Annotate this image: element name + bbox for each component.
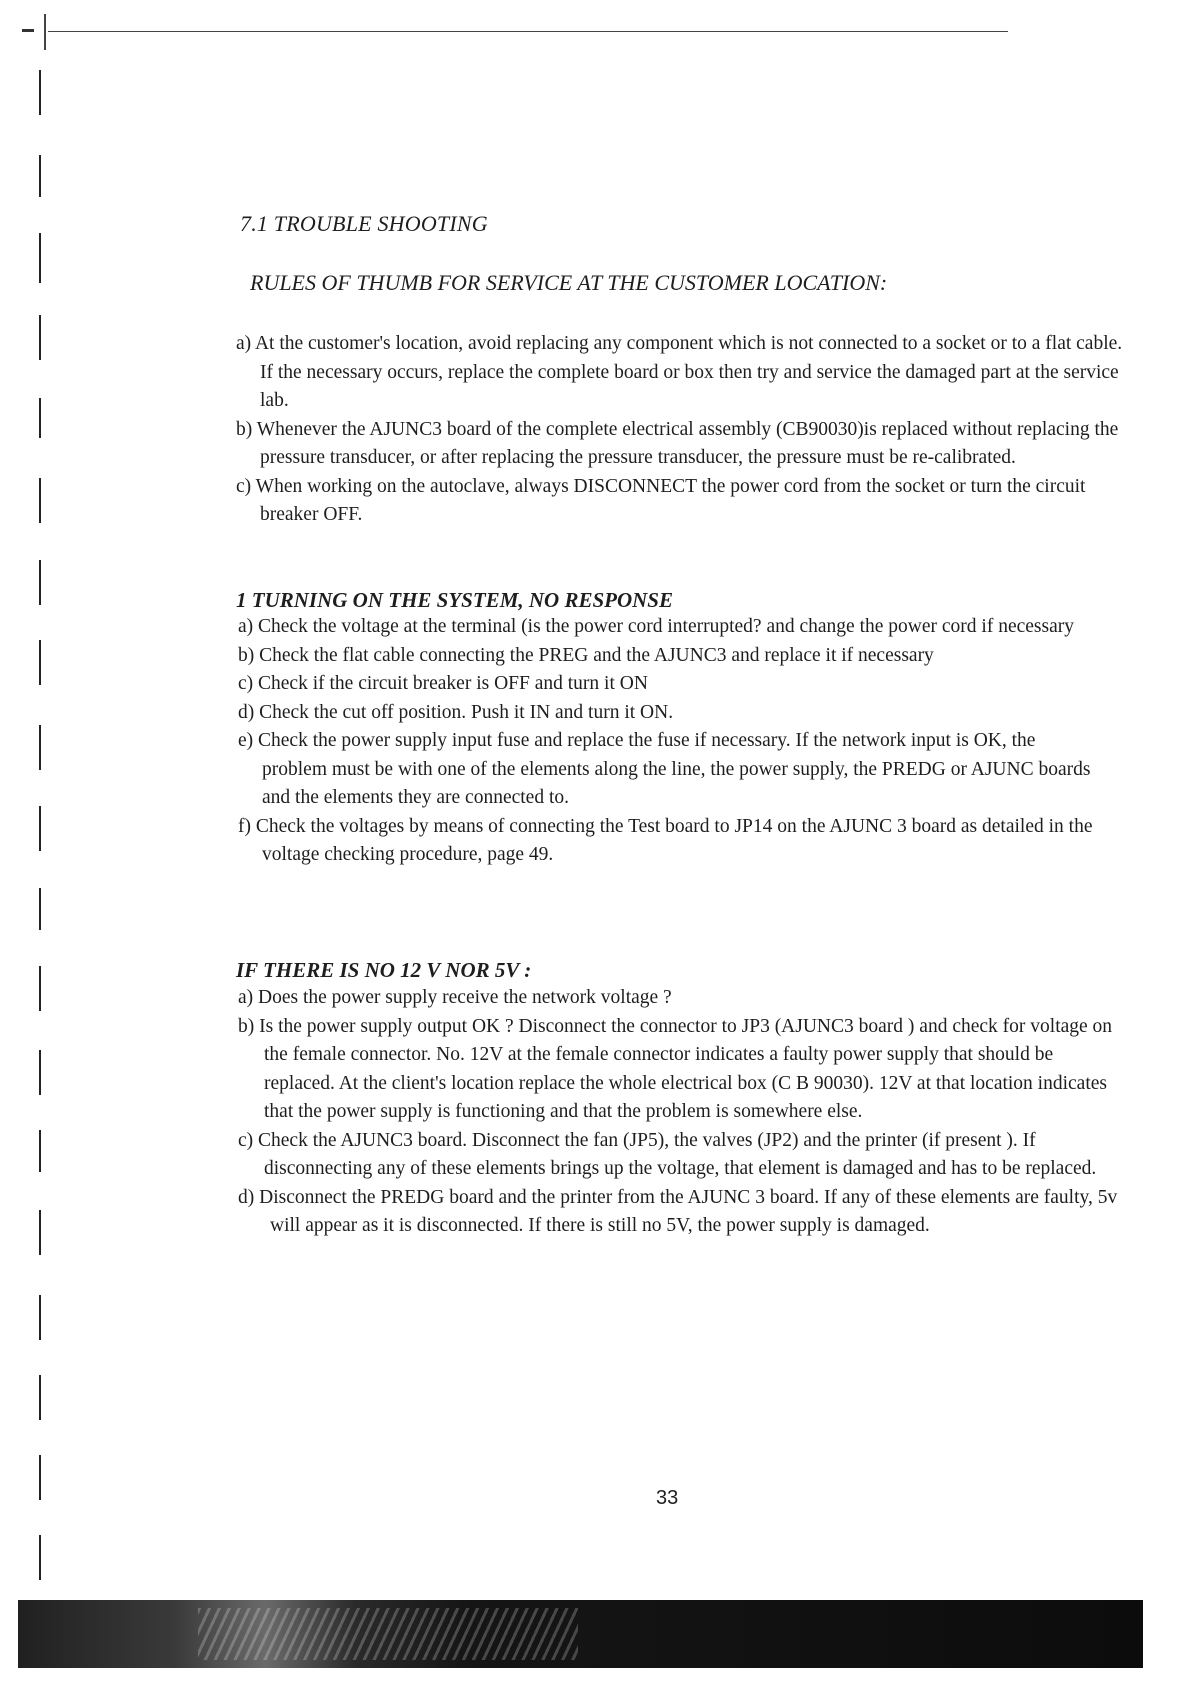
binding-edge-line (39, 1535, 41, 1580)
binding-edge-line (39, 70, 41, 115)
binding-edge-line (39, 966, 41, 1011)
list-item: c) When working on the autoclave, always DISCONNECT the power cord from the socket or turn the circuit breaker OFF. (236, 475, 1086, 525)
binding-edge-line (39, 1130, 41, 1172)
list-item: b) Check the flat cable connecting the PREG and the AJUNC3 and replace it if necessary (238, 644, 934, 666)
binding-edge-line (39, 888, 41, 930)
section1-heading: 1 TURNING ON THE SYSTEM, NO RESPONSE (236, 588, 673, 612)
binding-edge-line (39, 640, 41, 685)
scan-noise (198, 1608, 578, 1660)
binding-edge-line (39, 315, 41, 360)
scan-bottom-band (18, 1600, 1143, 1668)
section-title: 7.1 TROUBLE SHOOTING (240, 211, 488, 236)
scan-top-rule (48, 31, 1008, 32)
scan-edge-mark (44, 14, 46, 50)
binding-edge-line (39, 1050, 41, 1095)
list-item: c) Check if the circuit breaker is OFF and turn it ON (238, 673, 648, 694)
list-item: a) Check the voltage at the terminal (is the power cord interrupted? and change the power cord if necessary (238, 616, 1074, 637)
list-item: b) Is the power supply output OK ? Disconnect the connector to JP3 (AJUNC3 board ) and check for voltage on the female connector. No. 12V at the female connector indicates a faulty power supply that should be replaced. At the client's location replace the whole electrical box (C B 90030). 12V at that location indicates that the power supply is functioning and that the problem is somewhere else. (238, 1015, 1113, 1122)
list-item: b) Whenever the AJUNC3 board of the complete electrical assembly (CB90030)is replaced without replacing the pressure transducer, or after replacing the pressure transducer, the pressure must be re-calibrated. (236, 418, 1119, 468)
list-item: d) Check the cut off position. Push it IN and turn it ON. (238, 701, 674, 723)
binding-edge-line (39, 398, 41, 438)
binding-edge-line (39, 478, 41, 523)
rules-heading: RULES OF THUMB FOR SERVICE AT THE CUSTOMER LOCATION: (250, 270, 888, 295)
list-item: a) At the customer's location, avoid replacing any component which is not connected to a socket or to a flat cable. If the necessary occurs, replace the complete board or box then try and service the damaged part at the service lab. (236, 333, 1123, 411)
list-item: a) Does the power supply receive the network voltage ? (238, 987, 672, 1008)
binding-edge-line (39, 560, 41, 605)
page-number: 33 (656, 1487, 679, 1509)
binding-edge-line (39, 155, 41, 197)
binding-edge-line (39, 1375, 41, 1420)
binding-edge-line (39, 1455, 41, 1500)
binding-edge-line (39, 1295, 41, 1340)
list-item: c) Check the AJUNC3 board. Disconnect the fan (JP5), the valves (JP2) and the printer (if present ). If disconnecting any of these elements brings up the voltage, that element is damaged and has to be replaced. (238, 1129, 1097, 1179)
section1-list (238, 613, 1100, 870)
binding-edge-line (39, 725, 41, 770)
list-item: e) Check the power supply input fuse and replace the fuse if necessary. If the network input is OK, the problem must be with one of the elements along the line, the power supply, the PREDG or AJUNC boards and the elements they are connected to. (238, 730, 1091, 808)
list-item: f) Check the voltages by means of connecting the Test board to JP14 on the AJUNC 3 board as detailed in the voltage checking procedure, page 49. (238, 815, 1093, 865)
scan-edge-tick (22, 29, 34, 32)
binding-edge-line (39, 806, 41, 851)
rules-list (236, 330, 1126, 530)
section2-heading: IF THERE IS NO 12 V NOR 5V : (236, 958, 532, 982)
list-item: d) Disconnect the PREDG board and the printer from the AJUNC 3 board. If any of these elements are faulty, 5v will appear as it is disconnected. If there is still no 5V, the power supply is damaged. (238, 1186, 1118, 1236)
binding-edge-line (39, 1210, 41, 1255)
section2-list (238, 984, 1126, 1241)
binding-edge-line (39, 233, 41, 283)
